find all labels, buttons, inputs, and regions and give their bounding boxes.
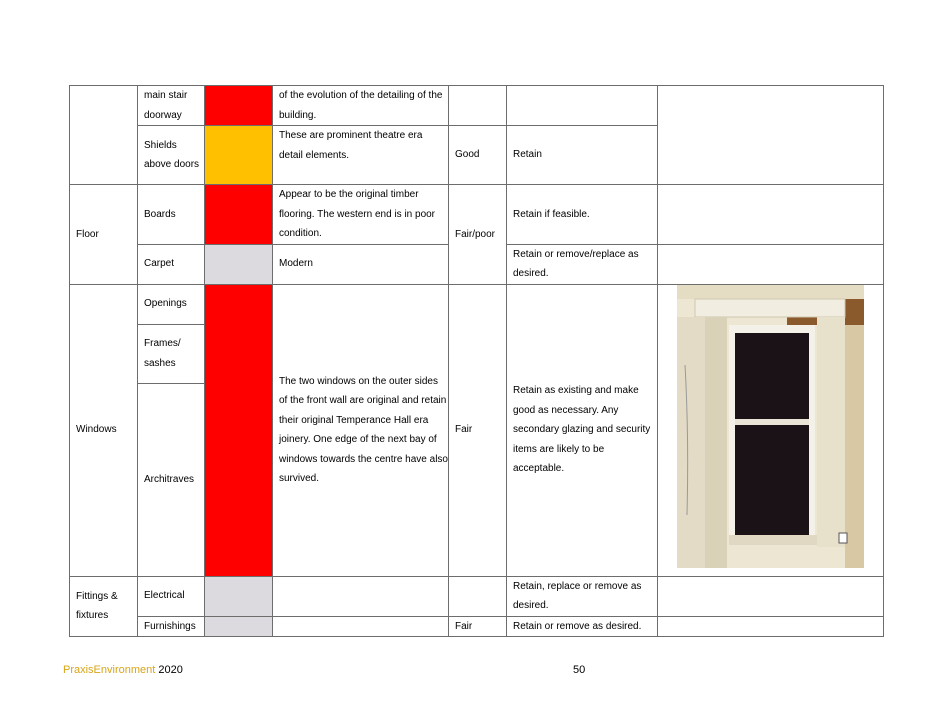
element-cell: Openings [138,284,205,324]
notes-cell [658,86,884,185]
condition-cell: Fair [449,616,507,637]
condition-cell: Fair [449,284,507,576]
table-row [70,616,884,637]
category-cell: Fittings & fixtures [70,576,138,637]
photo-cell [658,284,884,576]
element-cell: Shields above doors [138,126,205,185]
page-number: 50 [573,664,586,676]
significance-swatch-high [205,185,273,245]
recommendation-cell: Retain as existing and make good as necessary. Any secondary glazing and security items are likely to be acceptable. [507,284,658,576]
significance-swatch-none [205,576,273,616]
footer-credit [63,664,183,676]
notes-cell [658,576,884,616]
significance-swatch-high [205,86,273,126]
condition-cell [449,86,507,126]
recommendation-cell: Retain if feasible. [507,185,658,245]
significance-swatch-moderate [205,126,273,185]
condition-cell [449,576,507,616]
recommendation-cell: Retain or remove as desired. [507,616,658,637]
description-cell [273,576,449,616]
description-cell: The two windows on the outer sides of the front wall are original and retain their original Temperance Hall era joinery. One edge of the next bay of windows towards the centre have also survived. [273,284,449,576]
heritage-assessment-table [69,85,884,637]
element-cell: main stair doorway [138,86,205,126]
recommendation-cell: Retain, replace or remove as desired. [507,576,658,616]
window-photo-icon [677,285,864,568]
significance-swatch-high [205,284,273,576]
element-cell: Electrical [138,576,205,616]
significance-swatch-none [205,616,273,637]
element-cell: Architraves [138,383,205,576]
condition-cell: Fair/poor [449,185,507,285]
notes-cell [658,244,884,284]
category-cell: Floor [70,185,138,285]
notes-cell [658,616,884,637]
element-cell: Furnishings [138,616,205,637]
description-cell: Modern [273,244,449,284]
footer-year: 2020 [158,664,183,676]
description-cell: of the evolution of the detailing of the building. [273,86,449,126]
description-cell: These are prominent theatre era detail elements. [273,126,449,185]
brand-name: PraxisEnvironment [63,664,156,676]
element-cell: Carpet [138,244,205,284]
recommendation-cell: Retain [507,126,658,185]
category-cell: Windows [70,284,138,576]
window-photo [677,285,864,568]
recommendation-cell: Retain or remove/replace as desired. [507,244,658,284]
table-row [70,86,884,126]
significance-swatch-none [205,244,273,284]
table-row [70,576,884,616]
condition-cell: Good [449,126,507,185]
recommendation-cell [507,86,658,126]
element-cell: Frames/ sashes [138,324,205,383]
element-cell: Boards [138,185,205,245]
description-cell: Appear to be the original timber flooring. The western end is in poor condition. [273,185,449,245]
notes-cell [658,185,884,245]
category-cell [70,86,138,185]
description-cell [273,616,449,637]
table-row [70,185,884,245]
table-row [70,284,884,324]
